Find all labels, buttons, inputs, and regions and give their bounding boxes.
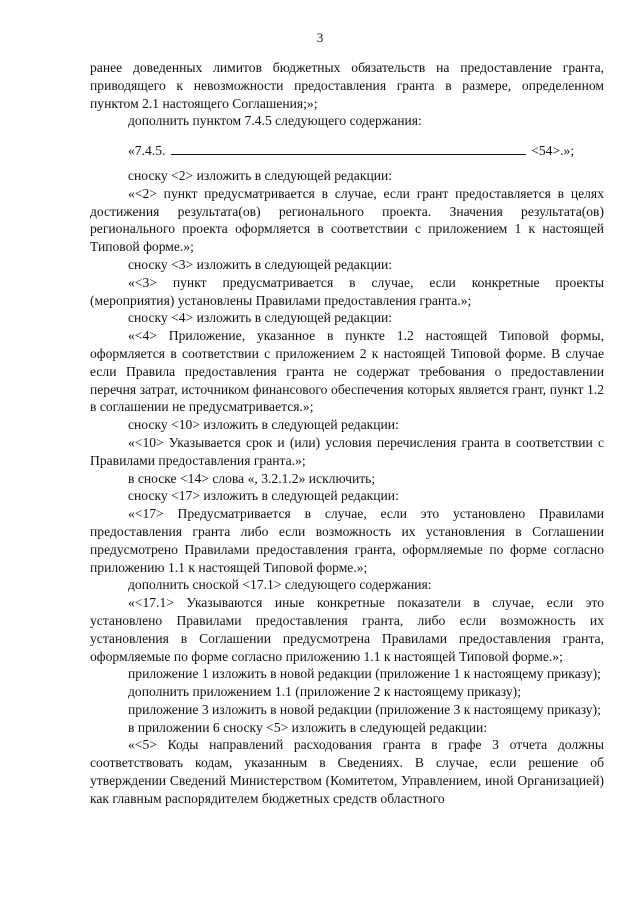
paragraph-footnote-4-intro: сноску <4> изложить в следующей редакции: [128, 310, 393, 326]
page-number: 3 [316, 30, 324, 45]
paragraph-footnote-2-intro: сноску <2> изложить в следующей редакции: [128, 167, 393, 183]
paragraph-appendix-6-footnote-5: «<5> Коды направлений расходования гранта в графе 3 отчета должны соответствовать кодам, указанным в Сведениях. В случае, если решение об утверждении Сведений Министерством (Комитетом, Управлением, иной Организацией) как главным распорядителем бюджетных средств областного [90, 737, 604, 806]
item-7-4-5-suffix: <54>.»; [531, 143, 575, 159]
paragraph-appendix-3: приложение 3 изложить в новой редакции (приложение 3 к настоящему приказу); [128, 701, 601, 717]
paragraph-footnote-14: в сноске <14> слова «, 3.2.1.2» исключить; [128, 470, 376, 486]
paragraph-add-7-4-5: дополнить пунктом 7.4.5 следующего содержания: [128, 113, 422, 129]
paragraph-footnote-2-text: «<2> пункт предусматривается в случае, если грант предоставляется в целях достижения результата(ов) регионального проекта. Значения результата(ов) регионального проекта оформляется в соответствии с приложением 1 к настоящей Типовой форме.»; [90, 185, 604, 255]
paragraph-footnote-17-1-intro: дополнить сноской <17.1> следующего содержания: [128, 577, 432, 593]
fill-in-blank-line [171, 142, 526, 155]
paragraph-footnote-17-text: «<17> Предусматривается в случае, если это установлено Правилами предоставления гранта либо если возможность их установления в Соглашении предусмотрено Правилами предоставления гранта, оформляемые по форме согласно приложению 1.1 к настоящей Типовой форме.»; [90, 506, 604, 575]
paragraph-footnote-10-text: «<10> Указывается срок и (или) условия перечисления гранта в соответствии с Правилами предоставления гранта.»; [90, 434, 604, 468]
paragraph-footnote-4-text: «<4> Приложение, указанное в пункте 1.2 настоящей Типовой формы, оформляется в соответствии с приложением 2 к настоящей Типовой форме. В случае если Правила предоставления гранта не содержат требования о предоставлении перечня затрат, источником финансового обеспечения которых является грант, пункт 1.2 в соглашении не предусматривается.»; [90, 328, 604, 415]
paragraph-footnote-3-text: «<3> пункт предусматривается в случае, если конкретные проекты (мероприятия) установлены Правилами предоставления гранта.»; [90, 274, 604, 308]
document-body [90, 59, 604, 808]
paragraph-continuation: ранее доведенных лимитов бюджетных обязательств на предоставление гранта, приводящего к невозможности предоставления гранта в размере, определенном пунктом 2.1 настоящего Соглашения;»; [90, 60, 604, 111]
paragraph-appendix-1: приложение 1 изложить в новой редакции (приложение 1 к настоящему приказу); [128, 666, 601, 682]
item-7-4-5-prefix: «7.4.5. [128, 143, 166, 159]
paragraph-appendix-1-1: дополнить приложением 1.1 (приложение 2 к настоящему приказу); [128, 684, 521, 700]
paragraph-footnote-17-1-text: «<17.1> Указываются иные конкретные показатели в случае, если это установлено Правилами предоставления гранта, либо если возможность их установления в Соглашении предусмотрена Правилами предоставления гранта, оформляемые по форме согласно приложению 1.1 к настоящей Типовой форме.»; [90, 595, 604, 664]
paragraph-appendix-6-intro: в приложении 6 сноску <5> изложить в следующей редакции: [128, 719, 488, 735]
paragraph-footnote-17-intro: сноску <17> изложить в следующей редакции: [128, 488, 399, 504]
paragraph-7-4-5-template [90, 142, 604, 160]
paragraph-footnote-3-intro: сноску <3> изложить в следующей редакции: [128, 256, 393, 272]
paragraph-footnote-10-intro: сноску <10> изложить в следующей редакции: [128, 417, 399, 433]
